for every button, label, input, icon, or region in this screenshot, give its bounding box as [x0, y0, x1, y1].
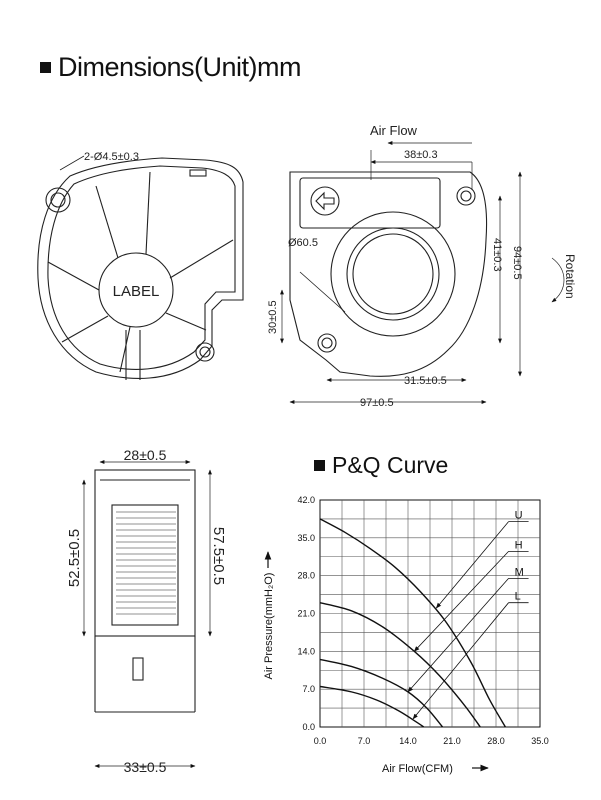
x-tick-label: 21.0: [443, 736, 461, 746]
chart-x-axis-title: Air Flow(CFM): [382, 763, 453, 775]
y-tick-label: 35.0: [297, 532, 315, 543]
outlet-width-dim: 38±0.3: [404, 149, 438, 161]
overall-width-dim: 97±0.5: [360, 397, 394, 409]
chart-series: [320, 519, 505, 727]
front-mount-hole-bottom: [200, 347, 210, 357]
x-tick-label: 14.0: [399, 736, 417, 746]
air-flow-label: Air Flow: [370, 123, 417, 138]
front-inner-outline: [48, 166, 235, 369]
y-tick-label: 42.0: [297, 495, 315, 505]
pq-chart: [263, 495, 549, 775]
rear-hub: [353, 234, 433, 314]
rear-outlet: [300, 178, 440, 228]
side-impeller-fins: [116, 512, 176, 614]
series-label-h: H: [514, 539, 523, 552]
top-width-dim: 28±0.5: [123, 447, 167, 463]
series-label-l: L: [514, 590, 521, 603]
rear-mount-hole-top: [461, 191, 471, 201]
hub-diameter-dim: Ø60.5: [288, 237, 318, 249]
x-tick-label: 35.0: [531, 736, 549, 746]
chart-y-axis-title: Air Pressure(mmH₂O): [263, 572, 275, 680]
side-view: [95, 470, 195, 712]
x-tick-label: 28.0: [487, 736, 505, 746]
series-label-arrow: [436, 522, 508, 608]
side-body: [95, 470, 195, 636]
rear-impeller-inner: [347, 228, 439, 320]
front-hole-note: 2-Ø4.5±0.3: [84, 151, 139, 163]
front-view: [38, 156, 243, 380]
y-tick-label: 0.0: [302, 722, 315, 732]
arrow-left-icon: [316, 193, 334, 209]
series-label-u: U: [514, 509, 523, 522]
rear-impeller-outer: [331, 212, 455, 336]
rotation-label: Rotation: [563, 254, 577, 299]
rear-view: [290, 172, 487, 376]
y-tick-label: 14.0: [297, 646, 315, 657]
x-tick-label: 7.0: [357, 736, 371, 746]
side-impeller: [112, 505, 178, 625]
hole-height-dim: 30±0.5: [267, 300, 279, 334]
y-tick-label: 28.0: [297, 570, 315, 581]
x-tick-label: 0.0: [313, 736, 327, 746]
dimensions-title: Dimensions(Unit)mm: [58, 52, 302, 82]
hole-spacing-dim: 31.5±0.5: [404, 375, 447, 387]
outer-height-dim: 57.5±0.5: [210, 526, 227, 586]
bottom-width-dim: 33±0.5: [123, 759, 167, 775]
y-tick-label: 7.0: [302, 684, 315, 695]
y-tick-label: 21.0: [297, 608, 315, 619]
inner-height-dim: 52.5±0.5: [66, 528, 83, 588]
rear-housing-outline: [290, 172, 487, 376]
label-text: LABEL: [112, 283, 160, 300]
rear-mount-hole-bottom: [322, 338, 332, 348]
hole-offset-dim: 41±0.3: [491, 238, 503, 272]
rear-arrow-badge: [311, 187, 339, 215]
series-line-m: [320, 659, 443, 727]
pq-curve-title: P&Q Curve: [332, 452, 449, 478]
series-label-m: M: [514, 566, 524, 579]
chart-label-arrows: [408, 510, 529, 719]
side-connector: [133, 658, 143, 680]
overall-height-dim: 94±0.5: [511, 246, 523, 280]
